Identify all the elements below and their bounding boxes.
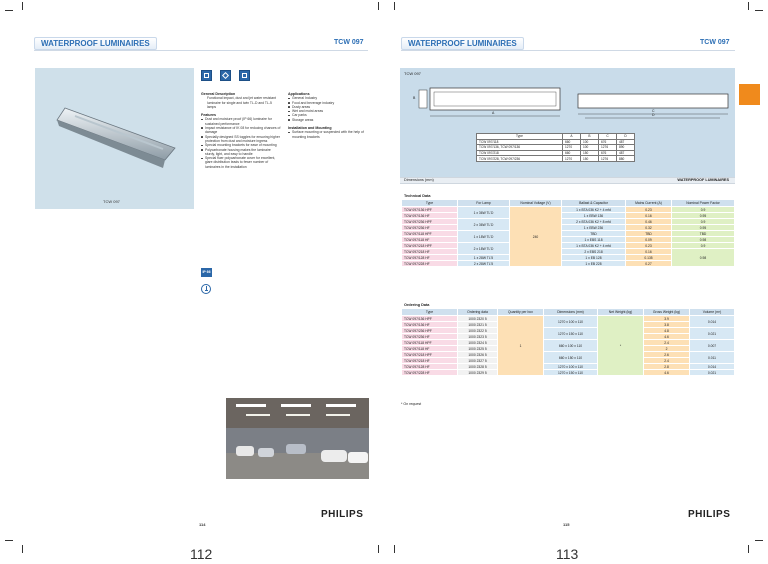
table-cell: 1270 x 100 x 110 xyxy=(544,364,598,370)
table-cell: 0.007 xyxy=(690,340,735,352)
table-cell: TCW 097/136 HPF xyxy=(402,207,458,213)
column-header: For Lamp xyxy=(458,200,510,207)
table-cell: TCW 097/118 xyxy=(477,139,563,145)
table-cell: 1000 2329 5 xyxy=(458,370,498,376)
table-cell: TBD xyxy=(626,231,672,237)
table-cell: 1270 x 100 x 110 xyxy=(544,316,598,328)
crop-mark xyxy=(755,540,763,541)
column-header: Mains Current (A) xyxy=(626,200,672,207)
table-cell: TCW 097/118 HF xyxy=(402,346,458,352)
column-header: Quantity per box xyxy=(498,309,544,316)
table-row xyxy=(477,156,635,162)
table-cell: 2 x 18W TL'D xyxy=(458,243,510,255)
table-cell: 2 xyxy=(644,346,690,352)
table-cell: TCW 097/228 HF xyxy=(402,261,458,267)
table-cell: 100 xyxy=(581,145,599,151)
table-cell: TCW 097/236 HPF xyxy=(402,328,458,334)
ip-badge: IP 66 xyxy=(201,268,212,277)
installation-list xyxy=(288,130,368,139)
table-cell: TCW 097/218 HF xyxy=(402,358,458,364)
list-item: Polycarbonate housing makes the luminaire sturdy, light, and easy to handle xyxy=(201,148,281,157)
crop-mark xyxy=(5,10,13,11)
crop-mark xyxy=(748,2,749,10)
column-header: Net Weight (kg) xyxy=(598,309,644,316)
table-cell: 660 x 150 x 110 xyxy=(544,352,598,364)
table-cell: 487 xyxy=(617,139,635,145)
crop-mark xyxy=(5,540,13,541)
table-cell: 890 xyxy=(617,145,635,151)
table-cell: 1000 2324 5 xyxy=(458,340,498,346)
dim-label-a: A xyxy=(492,111,495,115)
table-cell: 1 x 18W TL'D xyxy=(458,231,510,243)
table-cell: 660 x 100 x 110 xyxy=(544,340,598,352)
list-item: Specially designed SS toggles for ensuring higher protection from dust and moisture ingress xyxy=(201,135,281,144)
table-cell: 0.021 xyxy=(690,328,735,340)
column-header: Dimensions (mm) xyxy=(544,309,598,316)
table-cell: 2 x 28W TL'5 xyxy=(458,261,510,267)
list-item: Impact resistance of IK 08 for reducing chances of damage xyxy=(201,126,281,135)
applications-column xyxy=(288,91,368,139)
product-code: TCW 097 xyxy=(700,39,730,46)
dimension-drawing-panel xyxy=(400,68,735,177)
table-cell: 1000 2327 5 xyxy=(458,358,498,364)
table-cell: * xyxy=(598,316,644,376)
table-cell: 1270 x 150 x 110 xyxy=(544,328,598,340)
table-header xyxy=(402,309,735,316)
table-cell: 1 x EBW 136 xyxy=(562,213,626,219)
table-cell: 1 x 36W TL'D xyxy=(458,207,510,219)
table-cell: 1276 xyxy=(599,145,617,151)
table-cell: 0.09 xyxy=(626,237,672,243)
header-rule xyxy=(34,50,368,51)
list-item: Wet and moist areas xyxy=(288,109,368,113)
dim-label-c: C xyxy=(652,109,655,113)
crop-mark xyxy=(394,2,395,10)
page-title: WATERPROOF LUMINAIRES xyxy=(401,37,524,50)
table-cell: 1270 x 150 x 110 xyxy=(544,370,598,376)
table-cell: 1 x BTA 036 K2 + 4 mfd xyxy=(562,207,626,213)
list-item: Special mounting brackets for ease of mounting xyxy=(201,143,281,147)
table-cell: 660 xyxy=(563,139,581,145)
installation-heading: Installation and Mounting xyxy=(288,126,332,131)
dimensions-bar xyxy=(400,177,735,184)
table-cell: TCW 097/236 HF xyxy=(402,225,458,231)
table-cell: 3.9 xyxy=(644,316,690,322)
table-cell: 487 xyxy=(617,150,635,156)
table-cell: 0.23 xyxy=(626,207,672,213)
table-cell: 1 x EBW 236 xyxy=(562,225,626,231)
table-cell: TCW 097/136 HF xyxy=(402,213,458,219)
table-cell: 100 xyxy=(581,139,599,145)
list-item: Dust and moisture proof (IP 66) luminaire for sustained performance xyxy=(201,117,281,126)
table-cell: 0.9 xyxy=(672,219,735,225)
table-cell: TCW 097/218 HPF xyxy=(402,243,458,249)
table-cell: 0.9 xyxy=(672,207,735,213)
column-header: A xyxy=(563,134,581,140)
column-header: Gross Weight (kg) xyxy=(644,309,690,316)
crop-mark xyxy=(748,545,749,553)
table-cell: 0.95 xyxy=(672,225,735,231)
column-header: Nominal Power Factor xyxy=(672,200,735,207)
crop-mark xyxy=(394,545,395,553)
table-cell: TCW 097/236 HPF xyxy=(402,219,458,225)
table-row xyxy=(402,370,735,376)
table-cell: 0.32 xyxy=(626,225,672,231)
dimensions-bar-title: WATERPROOF LUMINAIRES xyxy=(677,178,729,182)
dim-label-d: D xyxy=(652,113,655,117)
table-cell: 1000 2323 5 xyxy=(458,334,498,340)
table-cell: 676 xyxy=(599,150,617,156)
table-cell: 0.011 xyxy=(690,352,735,364)
table-cell: 240 xyxy=(510,207,562,267)
column-header: D xyxy=(617,134,635,140)
footnote: * On request xyxy=(401,402,422,406)
dimension-table xyxy=(476,133,635,162)
parking-photo-illustration xyxy=(226,398,369,479)
impact-icon xyxy=(220,70,231,81)
table-cell: TCW 097/218 HF xyxy=(402,249,458,255)
ip-rating-icon xyxy=(201,70,212,81)
header-rule xyxy=(401,50,735,51)
list-item: Storage areas xyxy=(288,118,368,122)
table-cell: 1000 2322 5 xyxy=(458,328,498,334)
ordering-data-heading: Ordering Data xyxy=(404,303,430,307)
column-header: Ballast & Capacitor xyxy=(562,200,626,207)
table-cell: 1270 xyxy=(563,156,581,162)
philips-logo: PHILIPS xyxy=(688,509,731,520)
column-header: Type xyxy=(402,200,458,207)
table-cell: 1276 xyxy=(599,156,617,162)
table-cell: 1 x 28W TL'5 xyxy=(458,255,510,261)
general-description-heading: General Description xyxy=(201,92,236,96)
column-header: Ordering data xyxy=(458,309,498,316)
column-header: C xyxy=(599,134,617,140)
crop-mark xyxy=(22,545,23,553)
drawing-label: TCW 097 xyxy=(404,71,421,76)
table-cell: 0.014 xyxy=(690,364,735,370)
table-cell: TBD xyxy=(562,231,626,237)
table-cell: 1 xyxy=(498,316,544,376)
technical-data-heading: Technical Data xyxy=(404,194,431,198)
table-cell: TCW 097/236 HF xyxy=(402,334,458,340)
table-cell: 2 x 36W TL'D xyxy=(458,219,510,231)
table-cell: 880 xyxy=(617,156,635,162)
technical-data-table xyxy=(401,199,735,267)
table-cell: TCW 097/136 HPF xyxy=(402,316,458,322)
product-caption: TCW 097 xyxy=(103,199,120,204)
table-cell: 0.9 xyxy=(672,243,735,249)
table-cell: 1000 2326 5 xyxy=(458,352,498,358)
table-cell: 0.014 xyxy=(690,316,735,328)
table-cell: 1 x BTA 036 K2 + 4 mfd xyxy=(562,243,626,249)
description-column xyxy=(201,91,281,169)
dimensions-label: Dimensions (mm) xyxy=(404,178,434,182)
column-header: Type xyxy=(402,309,458,316)
list-item: Food and beverage industry xyxy=(288,101,368,105)
table-cell: 1000 2321 5 xyxy=(458,322,498,328)
table-cell: 0.98 xyxy=(672,249,735,267)
product-image xyxy=(35,68,194,209)
table-cell: TCW 097/128 HF xyxy=(402,364,458,370)
table-cell: 4.8 xyxy=(644,328,690,334)
car-park-photo xyxy=(226,398,369,479)
table-cell: TCW 097/218 xyxy=(477,150,563,156)
list-item: Special fluer polycarbonate cover for excellent, glare distribution leads to fewer number of luminaires in the installation xyxy=(201,156,281,169)
crop-mark xyxy=(755,10,763,11)
table-cell: 1 x EB 228 xyxy=(562,261,626,267)
page-title: WATERPROOF LUMINAIRES xyxy=(34,37,157,50)
table-cell: 0.16 xyxy=(626,249,672,255)
product-code: TCW 097 xyxy=(334,39,364,46)
luminaire-illustration xyxy=(35,68,194,209)
table-cell: 1000 2320 5 xyxy=(458,316,498,322)
table-cell: TCW 097/136, TCW 097/136 xyxy=(477,145,563,151)
table-cell: 0.16 xyxy=(626,213,672,219)
table-cell: TCW 097/118 HF xyxy=(402,237,458,243)
page-number-small: 114 xyxy=(199,522,206,527)
table-cell: 2 x EBS 218 xyxy=(562,249,626,255)
table-cell: 2.6 xyxy=(644,352,690,358)
table-cell: TCW 097/228 HF xyxy=(402,370,458,376)
dim-label-b: B xyxy=(413,96,416,100)
grid-icon xyxy=(239,70,250,81)
table-cell: TCW 097/118 HPF xyxy=(402,231,458,237)
list-item: General Industry xyxy=(288,96,368,100)
table-cell: 4.6 xyxy=(644,370,690,376)
table-cell: 2.4 xyxy=(644,340,690,346)
page-number: 112 xyxy=(190,546,213,562)
table-cell: 2 x BTA 036 K2 + 8 mfd xyxy=(562,219,626,225)
table-cell: TCW 097/128 HF xyxy=(402,255,458,261)
crop-mark xyxy=(378,2,379,10)
table-cell: 676 xyxy=(599,139,617,145)
applications-list xyxy=(288,96,368,122)
list-item: Surface mounting or suspended with the help of mounting brackets xyxy=(288,130,368,139)
column-header: Type xyxy=(477,134,563,140)
table-cell: 0.27 xyxy=(626,261,672,267)
table-cell: 1270 xyxy=(563,145,581,151)
crop-mark xyxy=(378,545,379,553)
table-cell: 0.23 xyxy=(626,243,672,249)
applications-heading: Applications xyxy=(288,92,310,96)
earth-icon xyxy=(201,284,211,294)
philips-logo: PHILIPS xyxy=(321,509,364,520)
table-cell: 0.98 xyxy=(672,237,735,243)
crop-mark xyxy=(22,2,23,10)
table-cell: 2.8 xyxy=(644,364,690,370)
general-description-text: Functional impact, dust and jet water resistant luminaire for single and twin TL-D and TL-5 lamps xyxy=(207,96,276,109)
table-cell: 150 xyxy=(581,156,599,162)
table-cell: 0.95 xyxy=(672,213,735,219)
table-cell: 1000 2325 5 xyxy=(458,346,498,352)
table-cell: TCW 097/118 HPF xyxy=(402,340,458,346)
section-tab xyxy=(739,84,760,105)
page-number: 113 xyxy=(556,546,579,562)
page-number-small: 115 xyxy=(563,522,570,527)
list-item: Car parks xyxy=(288,113,368,117)
column-header: Volume (m³) xyxy=(690,309,735,316)
table-cell: TCW 097/228, TCW 097/236 xyxy=(477,156,563,162)
table-header xyxy=(402,200,735,207)
table-cell: 0.46 xyxy=(626,219,672,225)
table-cell: 0.021 xyxy=(690,370,735,376)
table-cell: TCW 097/136 HF xyxy=(402,322,458,328)
table-cell: 3.8 xyxy=(644,322,690,328)
table-cell: TBD xyxy=(672,231,735,237)
table-cell: 4.6 xyxy=(644,334,690,340)
table-cell: 0.135 xyxy=(626,255,672,261)
table-cell: 150 xyxy=(581,150,599,156)
column-header: Nominal Voltage (V) xyxy=(510,200,562,207)
table-cell: 2.4 xyxy=(644,358,690,364)
column-header: B xyxy=(581,134,599,140)
table-cell: TCW 097/218 HPF xyxy=(402,352,458,358)
table-cell: 1 x EBS 118 xyxy=(562,237,626,243)
ordering-data-table xyxy=(401,308,735,376)
features-list xyxy=(201,117,281,169)
features-heading: Features xyxy=(201,113,216,118)
table-cell: 660 xyxy=(563,150,581,156)
table-cell: 1 x EB 128 xyxy=(562,255,626,261)
list-item: Dusty areas xyxy=(288,105,368,109)
table-cell: 1000 2328 5 xyxy=(458,364,498,370)
